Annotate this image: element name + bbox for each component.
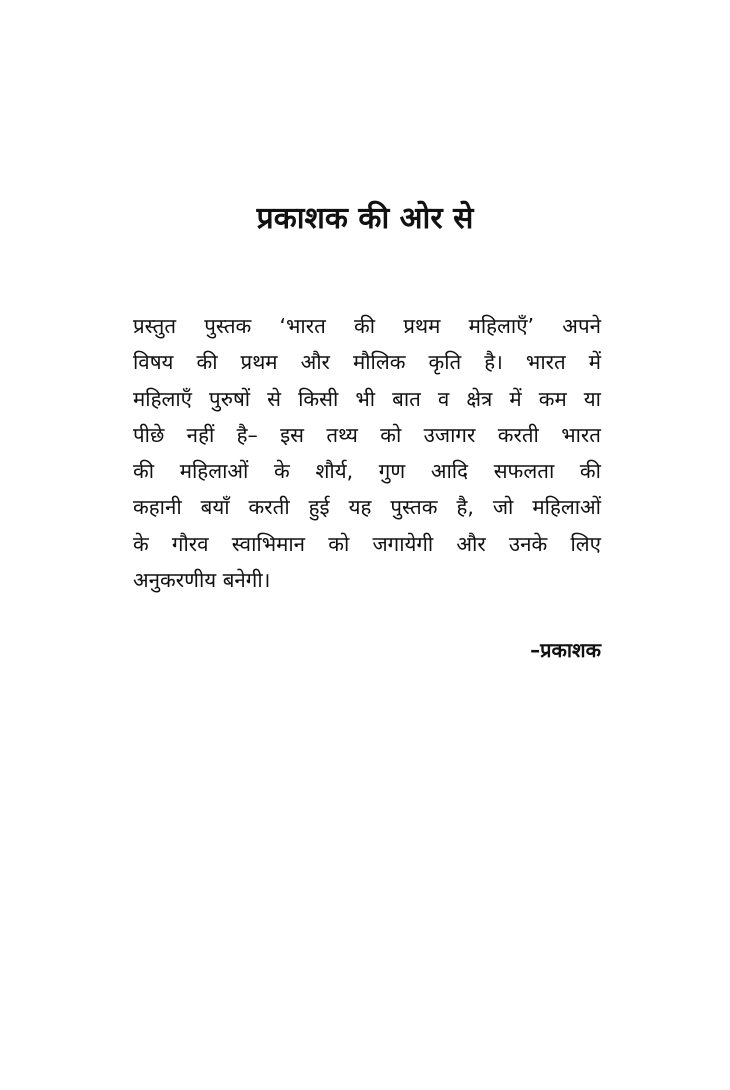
page-title: प्रकाशक की ओर से — [256, 201, 474, 236]
paragraph-line: की महिलाओं के शौर्य, गुण आदि सफलता की — [133, 459, 601, 484]
paragraph-line: अनुकरणीय बनेगी। — [133, 568, 271, 593]
publisher-signature: –प्रकाशक — [530, 638, 601, 662]
paragraph-line: प्रस्तुत पुस्तक ‘भारत की प्रथम महिलाएँ’ अपने — [133, 314, 601, 338]
paragraph-line: महिलाएँ पुरुषों से किसी भी बात व क्षेत्र में कम या — [133, 386, 601, 411]
paragraph-line: विषय की प्रथम और मौलिक कृति है। भारत में — [133, 350, 601, 375]
paragraph-line: कहानी बयाँ करती हुई यह पुस्तक है, जो महिलाओं — [133, 495, 601, 520]
publisher-note-paragraph — [133, 308, 601, 598]
paragraph-line: के गौरव स्वाभिमान को जगायेगी और उनके लिए — [133, 531, 601, 556]
paragraph-line: पीछे नहीं है– इस तथ्य को उजागर करती भारत — [133, 422, 601, 447]
